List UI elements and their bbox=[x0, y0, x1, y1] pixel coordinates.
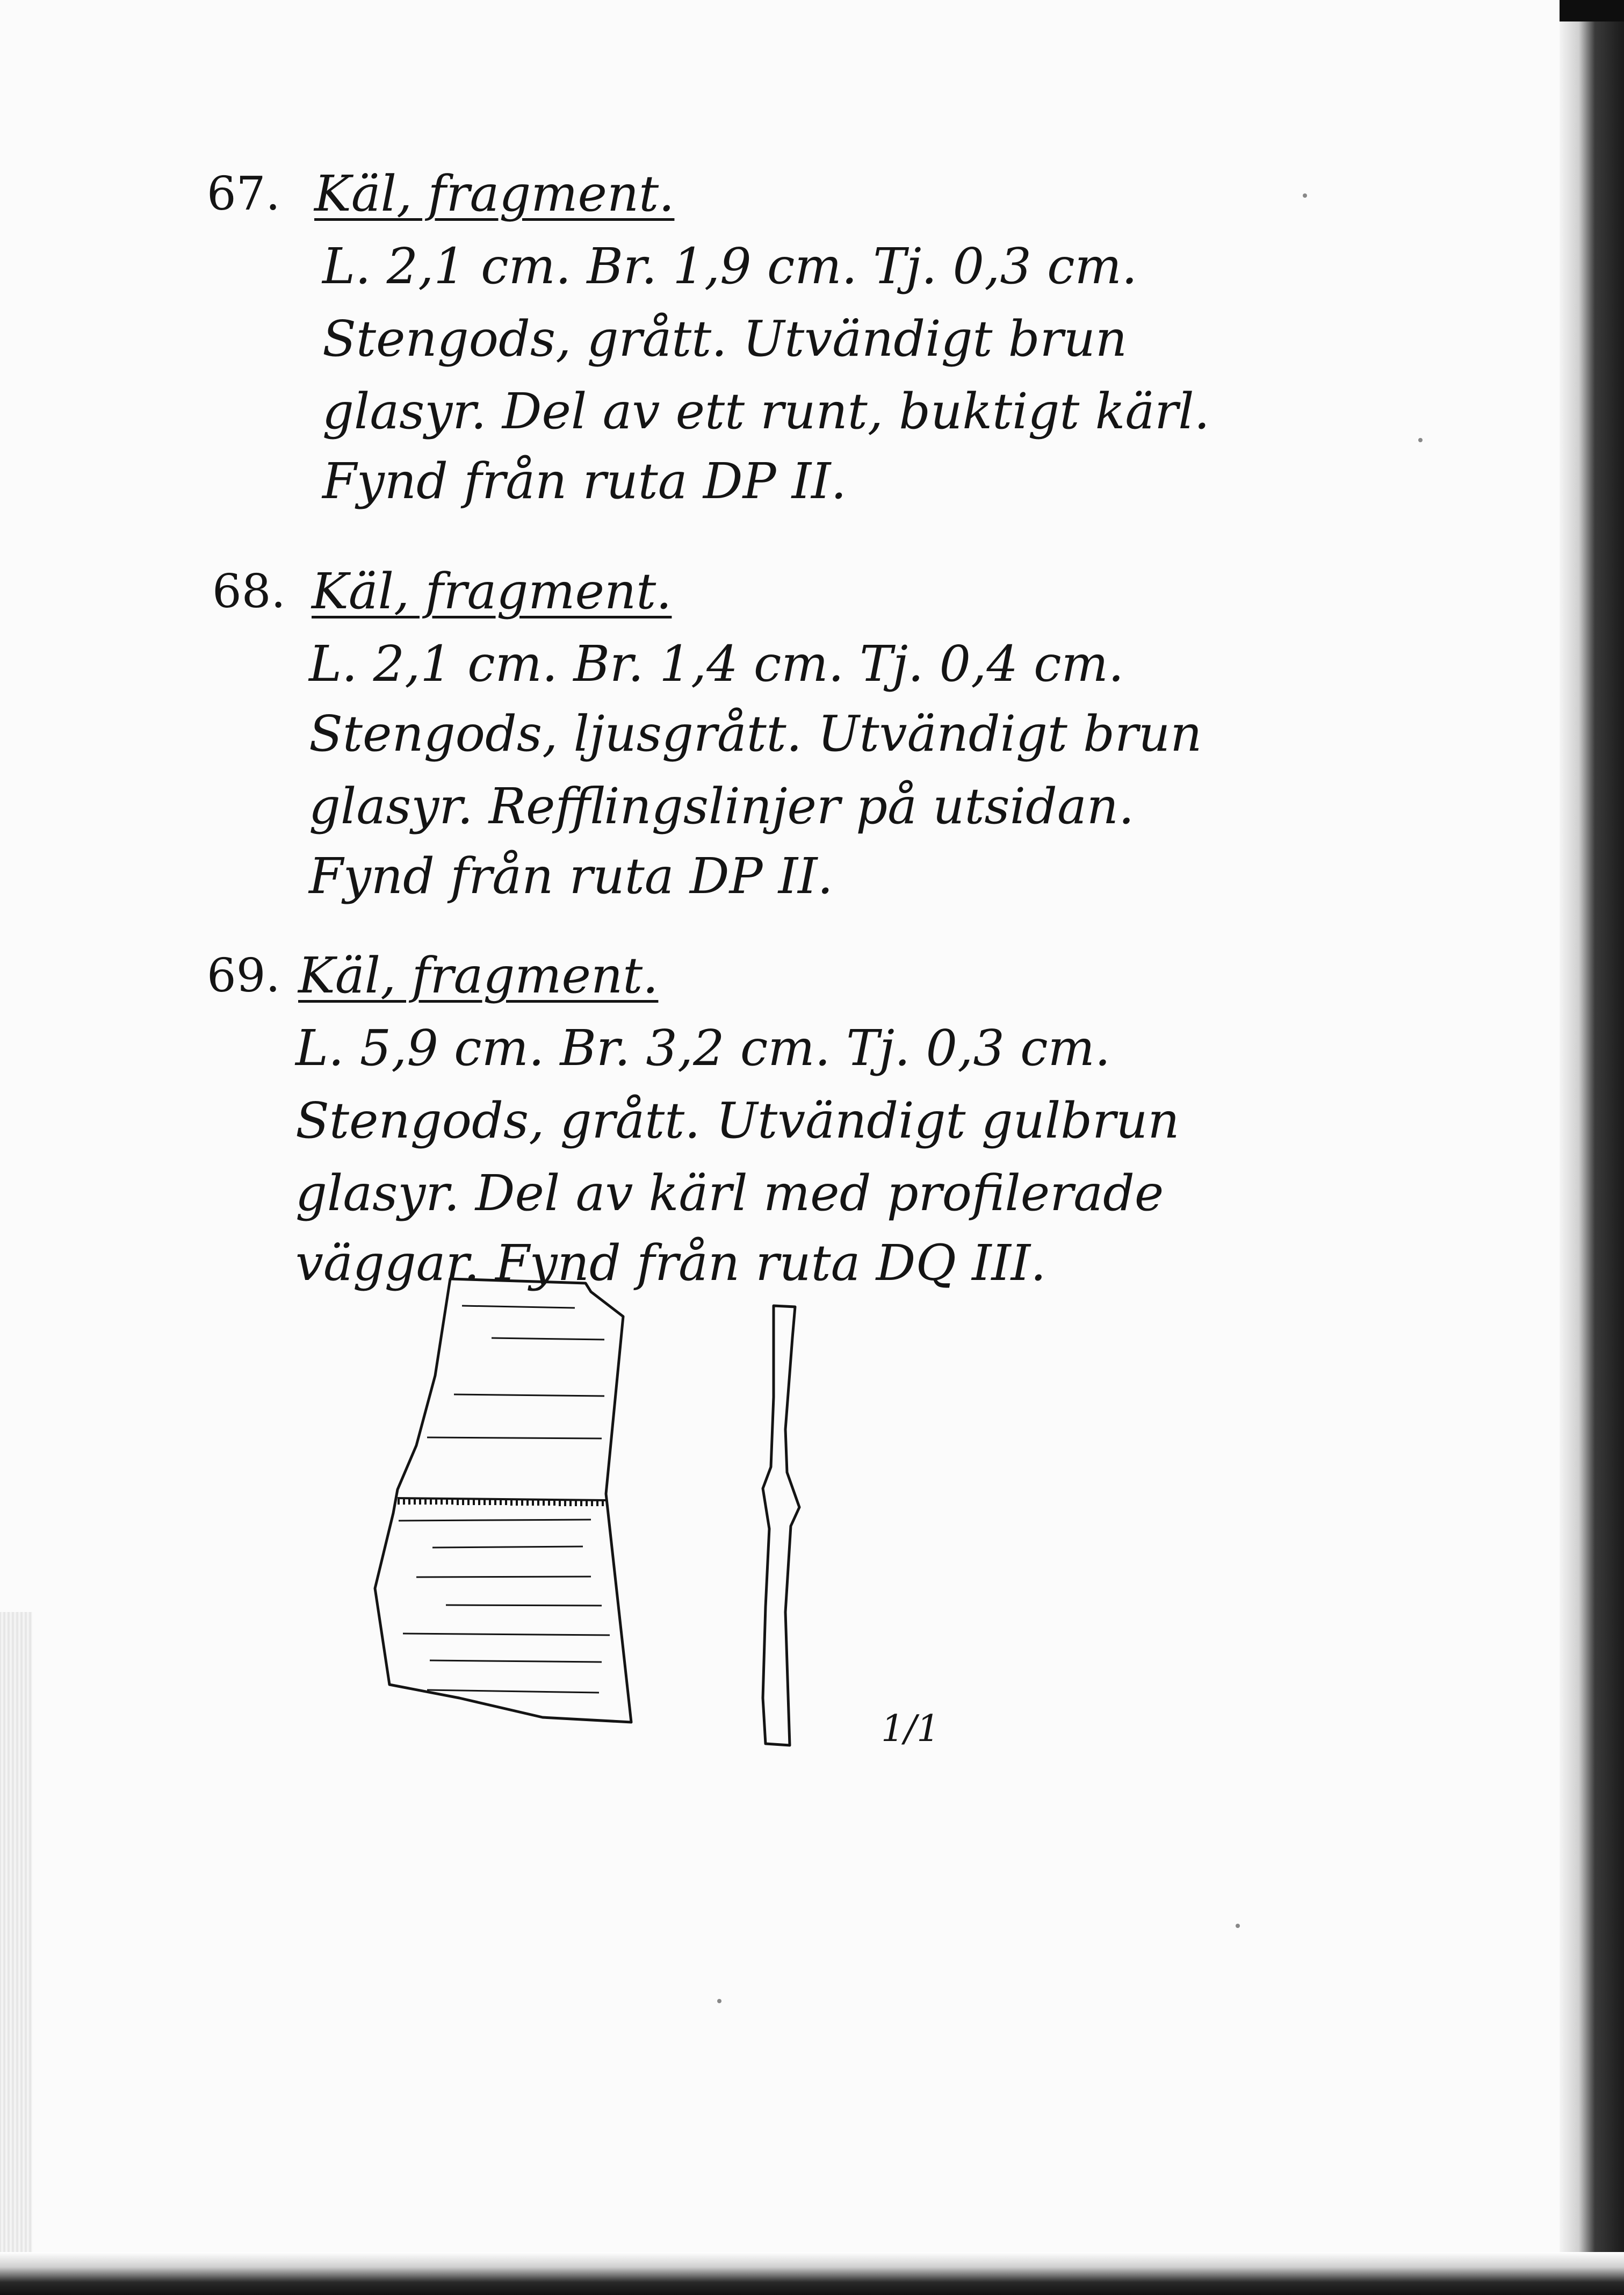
paper-speck bbox=[717, 1999, 721, 2003]
entry-line: Stengods, grått. Utvändigt gulbrun bbox=[295, 1092, 1180, 1149]
binding-corner bbox=[1560, 0, 1624, 21]
entry-line: glasyr. Del av ett runt, buktigt kärl. bbox=[322, 383, 1210, 440]
fragment-drawing bbox=[365, 1268, 1010, 1752]
entry-line: Fynd från ruta DP II. bbox=[322, 452, 847, 510]
entry-title: Käl, fragment. bbox=[298, 947, 659, 1004]
entry-line: Fynd från ruta DP II. bbox=[309, 847, 833, 905]
scale-label: 1/1 bbox=[881, 1708, 940, 1750]
page-bottom-edge bbox=[0, 2252, 1624, 2295]
entry-line: L. 2,1 cm. Br. 1,4 cm. Tj. 0,4 cm. bbox=[309, 635, 1124, 693]
paper-speck bbox=[1303, 193, 1307, 198]
fragment-profile bbox=[763, 1306, 799, 1745]
book-binding bbox=[1560, 0, 1624, 2295]
entry-line: L. 2,1 cm. Br. 1,9 cm. Tj. 0,3 cm. bbox=[322, 238, 1138, 295]
paper-speck bbox=[1236, 1924, 1240, 1928]
fragment-ridge bbox=[398, 1498, 606, 1506]
entry-title: Käl, fragment. bbox=[314, 165, 675, 222]
entry-number: 69. bbox=[207, 949, 280, 1003]
entry-line: väggar. Fynd från ruta DQ III. bbox=[295, 1234, 1046, 1292]
page-stack-edge bbox=[0, 1612, 32, 2295]
entry-line: Stengods, grått. Utvändigt brun bbox=[322, 310, 1128, 368]
entry-number: 68. bbox=[212, 565, 286, 618]
entry-line: glasyr. Refflingslinjer på utsidan. bbox=[309, 778, 1135, 835]
entry-number: 67. bbox=[207, 167, 280, 221]
entry-title: Käl, fragment. bbox=[312, 563, 672, 620]
paper-speck bbox=[1418, 438, 1423, 442]
entry-line: L. 5,9 cm. Br. 3,2 cm. Tj. 0,3 cm. bbox=[295, 1019, 1111, 1077]
entry-line: Stengods, ljusgrått. Utvändigt brun bbox=[309, 705, 1202, 762]
entry-line: glasyr. Del av kärl med profilerade bbox=[295, 1164, 1164, 1222]
